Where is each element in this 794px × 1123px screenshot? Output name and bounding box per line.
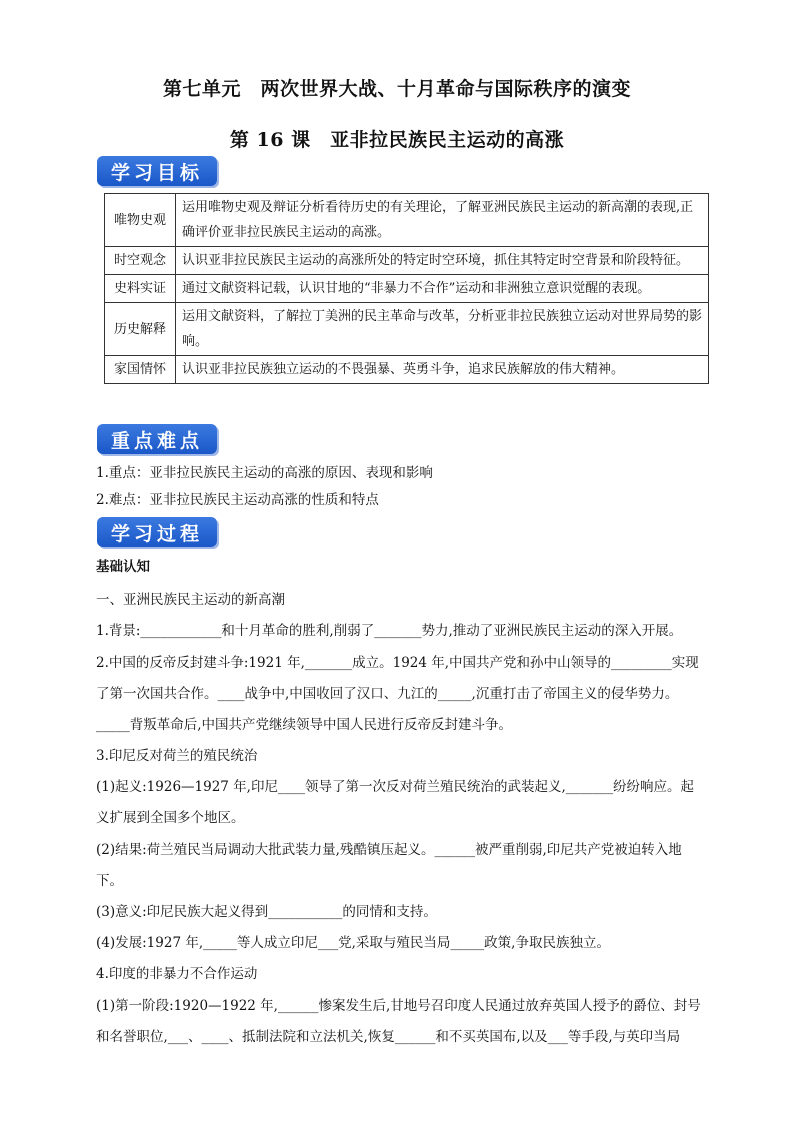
body-line: 义扩展到全国多个地区。 bbox=[96, 810, 245, 826]
goal-text: 运用唯物史观及辩证分析看待历史的有关理论，了解亚洲民族民主运动的新高潮的表现,正确评价亚非拉民族民主运动的高涨。 bbox=[176, 194, 709, 247]
goal-key: 历史解释 bbox=[105, 303, 176, 356]
goal-text: 运用文献资料，了解拉丁美洲的民主革命与改革，分析亚非拉民族独立运动对世界局势的影响。 bbox=[176, 303, 709, 356]
body-line: 了第一次国共合作。____战争中,中国收回了汉口、九江的_____,沉重打击了帝国主义的侵华势力。 bbox=[96, 686, 679, 702]
body-line: (4)发展:1927 年,_____等人成立印尼___党,采取与殖民当局_____政策,争取民族独立。 bbox=[96, 935, 610, 951]
table-row bbox=[105, 356, 709, 384]
learning-goals-table bbox=[104, 193, 709, 384]
goal-text: 通过文献资料记载，认识甘地的“非暴力不合作”运动和非洲独立意识觉醒的表现。 bbox=[176, 275, 709, 303]
goal-text: 认识亚非拉民族独立运动的不畏强暴、英勇斗争，追求民族解放的伟大精神。 bbox=[176, 356, 709, 384]
body-line: 4.印度的非暴力不合作运动 bbox=[96, 966, 258, 982]
badge-learning-process: 学习过程 bbox=[97, 517, 217, 547]
body-line: (1)第一阶段:1920—1922 年,______惨案发生后,甘地号召印度人民通过放弃英国人授予的爵位、封号 bbox=[96, 998, 701, 1014]
body-line: (1)起义:1926—1927 年,印尼____领导了第一次反对荷兰殖民统治的武装起义,_______纷纷响应。起 bbox=[96, 779, 695, 795]
body-line: 2.中国的反帝反封建斗争:1921 年,_______成立。1924 年,中国共产党和孙中山领导的_________实现 bbox=[96, 655, 699, 671]
body-line: (3)意义:印尼民族大起义得到___________的同情和支持。 bbox=[96, 904, 437, 920]
key-point-item: 2.难点：亚非拉民族民主运动高涨的性质和特点 bbox=[96, 492, 379, 508]
table-row bbox=[105, 275, 709, 303]
body-line: 一、亚洲民族民主运动的新高潮 bbox=[96, 592, 285, 608]
badge-key-points: 重点难点 bbox=[97, 424, 217, 454]
goal-key: 史料实证 bbox=[105, 275, 176, 303]
goal-key: 家国情怀 bbox=[105, 356, 176, 384]
goal-key: 时空观念 bbox=[105, 247, 176, 275]
table-row bbox=[105, 303, 709, 356]
goal-text: 认识亚非拉民族民主运动的高涨所处的特定时空环境，抓住其特定时空背景和阶段特征。 bbox=[176, 247, 709, 275]
body-line: (2)结果:荷兰殖民当局调动大批武装力量,残酷镇压起义。______被严重削弱,印尼共产党被迫转入地 bbox=[96, 842, 682, 858]
section-heading: 基础认知 bbox=[96, 559, 150, 575]
body-line: 和名誉职位,___、____、抵制法院和立法机关,恢复______和不买英国布,以及___等手段,与英印当局 bbox=[96, 1029, 681, 1045]
lesson-title: 第 16 课 亚非拉民族民主运动的高涨 bbox=[229, 129, 565, 151]
body-line: 1.背景:____________和十月革命的胜利,削弱了_______势力,推动了亚洲民族民主运动的深入开展。 bbox=[96, 623, 683, 639]
goal-key: 唯物史观 bbox=[105, 194, 176, 247]
badge-learning-goals: 学习目标 bbox=[97, 156, 217, 186]
unit-title: 第七单元 两次世界大战、十月革命与国际秩序的演变 bbox=[162, 78, 631, 100]
body-line: 下。 bbox=[96, 873, 123, 889]
key-point-item: 1.重点：亚非拉民族民主运动的高涨的原因、表现和影响 bbox=[96, 465, 433, 481]
table-row bbox=[105, 194, 709, 247]
body-line: 3.印尼反对荷兰的殖民统治 bbox=[96, 748, 258, 764]
body-line: _____背叛革命后,中国共产党继续领导中国人民进行反帝反封建斗争。 bbox=[96, 717, 513, 733]
table-row bbox=[105, 247, 709, 275]
